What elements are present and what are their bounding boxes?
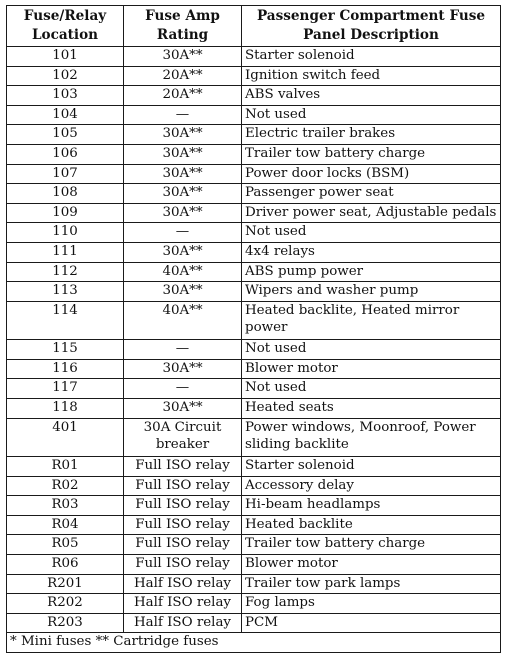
table-row bbox=[7, 223, 501, 243]
table-row bbox=[7, 262, 501, 282]
fuse-panel-document bbox=[6, 5, 500, 653]
cell-location: 114 bbox=[7, 301, 124, 340]
cell-rating: Full ISO relay bbox=[124, 457, 242, 477]
cell-description: Trailer tow battery charge bbox=[242, 144, 501, 164]
cell-description: Starter solenoid bbox=[242, 457, 501, 477]
cell-rating: 40A** bbox=[124, 301, 242, 340]
cell-rating: Half ISO relay bbox=[124, 613, 242, 633]
cell-location: R04 bbox=[7, 515, 124, 535]
cell-rating: 30A** bbox=[124, 282, 242, 302]
table-row bbox=[7, 594, 501, 614]
cell-rating: Full ISO relay bbox=[124, 476, 242, 496]
cell-description: Electric trailer brakes bbox=[242, 125, 501, 145]
table-row bbox=[7, 379, 501, 399]
footnote: * Mini fuses ** Cartridge fuses bbox=[7, 633, 501, 653]
cell-description: Heated backlite, Heated mirror power bbox=[242, 301, 501, 340]
cell-rating: 30A** bbox=[124, 164, 242, 184]
cell-rating: Full ISO relay bbox=[124, 515, 242, 535]
cell-rating: Full ISO relay bbox=[124, 496, 242, 516]
cell-description: Power windows, Moonroof, Power sliding backlite bbox=[242, 418, 501, 457]
cell-rating: 30A** bbox=[124, 184, 242, 204]
cell-location: 115 bbox=[7, 340, 124, 360]
cell-description: Passenger power seat bbox=[242, 184, 501, 204]
cell-description: Hi-beam headlamps bbox=[242, 496, 501, 516]
cell-location: R201 bbox=[7, 574, 124, 594]
cell-rating: 30A** bbox=[124, 144, 242, 164]
cell-rating: 40A** bbox=[124, 262, 242, 282]
table-row bbox=[7, 613, 501, 633]
cell-location: 112 bbox=[7, 262, 124, 282]
table-row bbox=[7, 418, 501, 457]
cell-description: Starter solenoid bbox=[242, 47, 501, 67]
cell-location: 401 bbox=[7, 418, 124, 457]
cell-rating: — bbox=[124, 379, 242, 399]
cell-description: Not used bbox=[242, 340, 501, 360]
table-row bbox=[7, 515, 501, 535]
table-row bbox=[7, 574, 501, 594]
cell-description: Power door locks (BSM) bbox=[242, 164, 501, 184]
table-row bbox=[7, 86, 501, 106]
cell-location: 101 bbox=[7, 47, 124, 67]
cell-description: Not used bbox=[242, 379, 501, 399]
cell-rating: 30A** bbox=[124, 242, 242, 262]
table-row bbox=[7, 476, 501, 496]
cell-description: Not used bbox=[242, 223, 501, 243]
cell-description: ABS valves bbox=[242, 86, 501, 106]
cell-location: 116 bbox=[7, 359, 124, 379]
cell-description: Ignition switch feed bbox=[242, 66, 501, 86]
cell-rating: 20A** bbox=[124, 86, 242, 106]
cell-location: R06 bbox=[7, 555, 124, 575]
table-row bbox=[7, 340, 501, 360]
cell-rating: — bbox=[124, 340, 242, 360]
cell-location: 105 bbox=[7, 125, 124, 145]
cell-description: PCM bbox=[242, 613, 501, 633]
cell-description: Driver power seat, Adjustable pedals bbox=[242, 203, 501, 223]
cell-location: R03 bbox=[7, 496, 124, 516]
fuse-table bbox=[6, 5, 501, 653]
table-row bbox=[7, 301, 501, 340]
cell-location: 118 bbox=[7, 399, 124, 419]
cell-location: 109 bbox=[7, 203, 124, 223]
cell-rating: 30A** bbox=[124, 203, 242, 223]
cell-location: R203 bbox=[7, 613, 124, 633]
cell-description: Trailer tow park lamps bbox=[242, 574, 501, 594]
cell-rating: Full ISO relay bbox=[124, 555, 242, 575]
cell-description: Trailer tow battery charge bbox=[242, 535, 501, 555]
header-row bbox=[7, 6, 501, 47]
table-row bbox=[7, 496, 501, 516]
table-row bbox=[7, 144, 501, 164]
header-description: Passenger Compartment Fuse Panel Description bbox=[242, 6, 501, 47]
cell-rating: 30A Circuit breaker bbox=[124, 418, 242, 457]
table-row bbox=[7, 66, 501, 86]
cell-location: R01 bbox=[7, 457, 124, 477]
table-row bbox=[7, 47, 501, 67]
header-location: Fuse/Relay Location bbox=[7, 6, 124, 47]
cell-rating: 30A** bbox=[124, 125, 242, 145]
cell-rating: 20A** bbox=[124, 66, 242, 86]
cell-location: 110 bbox=[7, 223, 124, 243]
cell-description: ABS pump power bbox=[242, 262, 501, 282]
cell-location: R05 bbox=[7, 535, 124, 555]
cell-rating: 30A** bbox=[124, 399, 242, 419]
cell-rating: 30A** bbox=[124, 359, 242, 379]
cell-description: Blower motor bbox=[242, 359, 501, 379]
table-row bbox=[7, 282, 501, 302]
cell-location: 111 bbox=[7, 242, 124, 262]
cell-location: 113 bbox=[7, 282, 124, 302]
cell-description: Heated backlite bbox=[242, 515, 501, 535]
cell-description: Accessory delay bbox=[242, 476, 501, 496]
cell-location: 117 bbox=[7, 379, 124, 399]
cell-rating: — bbox=[124, 223, 242, 243]
table-row bbox=[7, 555, 501, 575]
table-row bbox=[7, 399, 501, 419]
table-row bbox=[7, 105, 501, 125]
table-row bbox=[7, 359, 501, 379]
cell-rating: Half ISO relay bbox=[124, 574, 242, 594]
table-row bbox=[7, 535, 501, 555]
table-row bbox=[7, 184, 501, 204]
cell-rating: Full ISO relay bbox=[124, 535, 242, 555]
cell-rating: 30A** bbox=[124, 47, 242, 67]
cell-description: 4x4 relays bbox=[242, 242, 501, 262]
cell-location: 102 bbox=[7, 66, 124, 86]
table-row bbox=[7, 457, 501, 477]
table-row bbox=[7, 164, 501, 184]
table-body bbox=[7, 47, 501, 633]
cell-location: 106 bbox=[7, 144, 124, 164]
cell-location: 108 bbox=[7, 184, 124, 204]
cell-location: 107 bbox=[7, 164, 124, 184]
cell-rating: Half ISO relay bbox=[124, 594, 242, 614]
table-row bbox=[7, 125, 501, 145]
cell-location: R02 bbox=[7, 476, 124, 496]
cell-description: Heated seats bbox=[242, 399, 501, 419]
cell-location: R202 bbox=[7, 594, 124, 614]
table-row bbox=[7, 203, 501, 223]
cell-description: Fog lamps bbox=[242, 594, 501, 614]
cell-location: 104 bbox=[7, 105, 124, 125]
footnote-row bbox=[7, 633, 501, 653]
header-rating: Fuse Amp Rating bbox=[124, 6, 242, 47]
cell-description: Blower motor bbox=[242, 555, 501, 575]
cell-description: Not used bbox=[242, 105, 501, 125]
cell-rating: — bbox=[124, 105, 242, 125]
table-row bbox=[7, 242, 501, 262]
cell-location: 103 bbox=[7, 86, 124, 106]
cell-description: Wipers and washer pump bbox=[242, 282, 501, 302]
